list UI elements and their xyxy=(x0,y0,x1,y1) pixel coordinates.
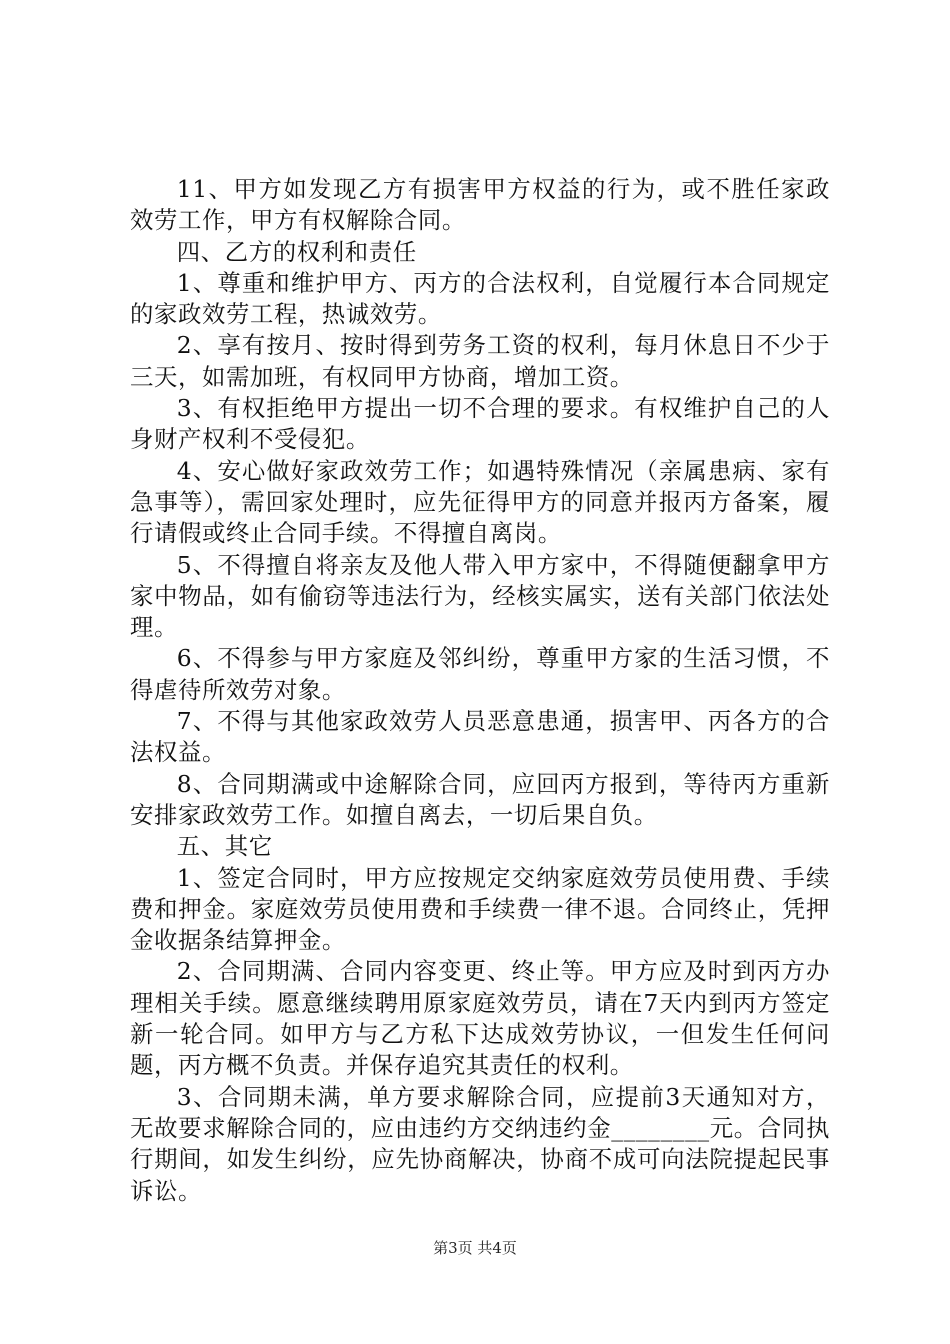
paragraph-party-b-5: 5、不得擅自将亲友及他人带入甲方家中，不得随便翻拿甲方家中物品，如有偷窃等违法行为，经核实属实，送有关部门依法处理。 xyxy=(130,550,830,642)
page-footer: 第3页 共4页 xyxy=(433,1239,517,1257)
section-heading-4: 四、乙方的权利和责任 xyxy=(176,237,417,266)
document-body xyxy=(130,174,830,1207)
paragraph-party-b-2: 2、享有按月、按时得到劳务工资的权利，每月休息日不少于三天，如需加班，有权同甲方协商，增加工资。 xyxy=(130,331,830,391)
paragraph-party-b-8: 8、合同期满或中途解除合同，应回丙方报到，等待丙方重新安排家政效劳工作。如擅自离去，一切后果自负。 xyxy=(130,769,830,829)
paragraph-other-1: 1、签定合同时，甲方应按规定交纳家庭效劳员使用费、手续费和押金。家庭效劳员使用费和手续费一律不退。合同终止，凭押金收据条结算押金。 xyxy=(130,863,830,955)
section-heading-5: 五、其它 xyxy=(176,832,273,861)
paragraph-other-3: 3、合同期未满，单方要求解除合同，应提前3天通知对方，无故要求解除合同的，应由违约方交纳违约金________元。合同执行期间，如发生纠纷，应先协商解决，协商不成可向法院提起民事诉讼。 xyxy=(130,1082,830,1205)
paragraph-party-b-1: 1、尊重和维护甲方、丙方的合法权利，自觉履行本合同规定的家政效劳工程，热诚效劳。 xyxy=(130,268,830,329)
paragraph-party-b-3: 3、有权拒绝甲方提出一切不合理的要求。有权维护自己的人身财产权利不受侵犯。 xyxy=(130,394,830,454)
paragraph-other-2: 2、合同期满、合同内容变更、终止等。甲方应及时到丙方办理相关手续。愿意继续聘用原家庭效劳员，请在7天内到丙方签定新一轮合同。如甲方与乙方私下达成效劳协议，一但发生任何问题，丙方概不负责。并保存追究其责任的权利。 xyxy=(130,957,830,1080)
paragraph-clause-11: 11、甲方如发现乙方有损害甲方权益的行为，或不胜任家政效劳工作，甲方有权解除合同。 xyxy=(130,175,830,235)
paragraph-party-b-6: 6、不得参与甲方家庭及邻纠纷，尊重甲方家的生活习惯，不得虐待所效劳对象。 xyxy=(130,644,830,704)
paragraph-party-b-7: 7、不得与其他家政效劳人员恶意患通，损害甲、丙各方的合法权益。 xyxy=(130,707,830,767)
paragraph-party-b-4: 4、安心做好家政效劳工作；如遇特殊情况（亲属患病、家有急事等），需回家处理时，应先征得甲方的同意并报丙方备案，履行请假或终止合同手续。不得擅自离岗。 xyxy=(130,456,830,548)
